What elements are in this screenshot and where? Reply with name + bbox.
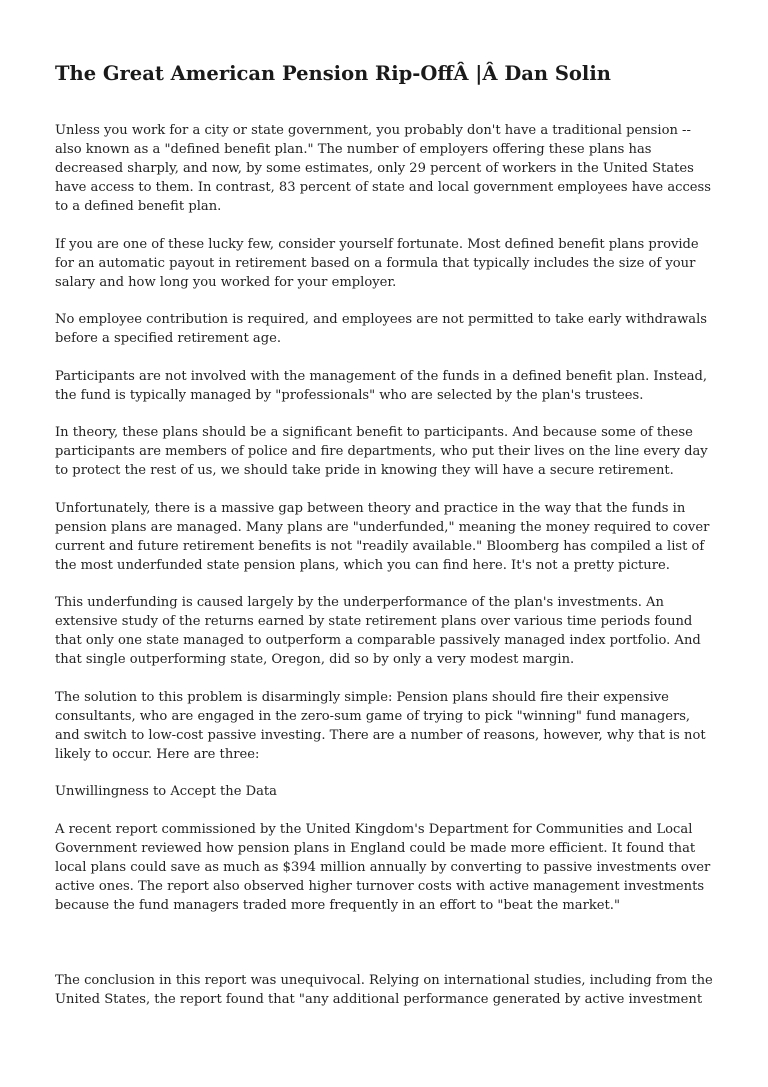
paragraph: In theory, these plans should be a significant benefit to participants. And because some of these participants are members of police and fire departments, who put their lives on the line every day to protect the rest of us, we should take pride in knowing they will have a secure retirement. — [55, 425, 708, 478]
paragraph: This underfunding is caused largely by the underperformance of the plan's investments. An extensive study of the returns earned by state retirement plans over various time periods found that only one state managed to outperform a comparable passively managed index portfolio. And that single outperforming state, Oregon, did so by only a very modest margin. — [55, 595, 701, 667]
paragraph: No employee contribution is required, and employees are not permitted to take early withdrawals before a specified retirement age. — [55, 312, 708, 346]
paragraph: If you are one of these lucky few, consider yourself fortunate. Most defined benefit plans provide for an automatic payout in retirement based on a formula that typically includes the size of your salary and how long you worked for your employer. — [55, 236, 699, 290]
document-title: The Great American Pension Rip-OffÂ |Â Dan Solin — [55, 62, 611, 85]
paragraph: Unfortunately, there is a massive gap between theory and practice in the way that the funds in pension plans are managed. Many plans are "underfunded," meaning the money required to cover current and future retirement benefits is not "readily available." Bloomberg has compiled a list of the most underfunded state pension plans, which you can find here. It's not a pretty picture. — [55, 500, 710, 573]
paragraph: Participants are not involved with the management of the funds in a defined benefit plan. Instead, the fund is typically managed by "professionals" who are selected by the plan's trustees. — [55, 368, 708, 403]
paragraph: A recent report commissioned by the United Kingdom's Department for Communities and Local Government reviewed how pension plans in England could be made more efficient. It found that local plans could save as much as $394 million annually by converting to passive investments over active ones. The report also observed higher turnover costs with active management investments because the fund managers traded more frequently in an effort to "beat the market." — [55, 821, 711, 913]
document-body — [55, 121, 715, 1027]
section-heading: Unwillingness to Accept the Data — [55, 784, 277, 799]
paragraph: The solution to this problem is disarmingly simple: Pension plans should fire their expensive consultants, who are engaged in the zero-sum game of trying to pick "winning" fund managers, and switch to low-cost passive investing. There are a number of reasons, however, why that is not likely to occur. Here are three: — [55, 689, 706, 762]
paragraph: The conclusion in this report was unequivocal. Relying on international studies, including from the United States, the report found that "any additional performance generated by active investment — [55, 972, 713, 1007]
paragraph: Unless you work for a city or state government, you probably don't have a traditional pension -- also known as a "defined benefit plan." The number of employers offering these plans has decreased sharply, and now, by some estimates, only 29 percent of workers in the United States have access to them. In contrast, 83 percent of state and local government employees have access to a defined benefit plan. — [55, 123, 711, 214]
